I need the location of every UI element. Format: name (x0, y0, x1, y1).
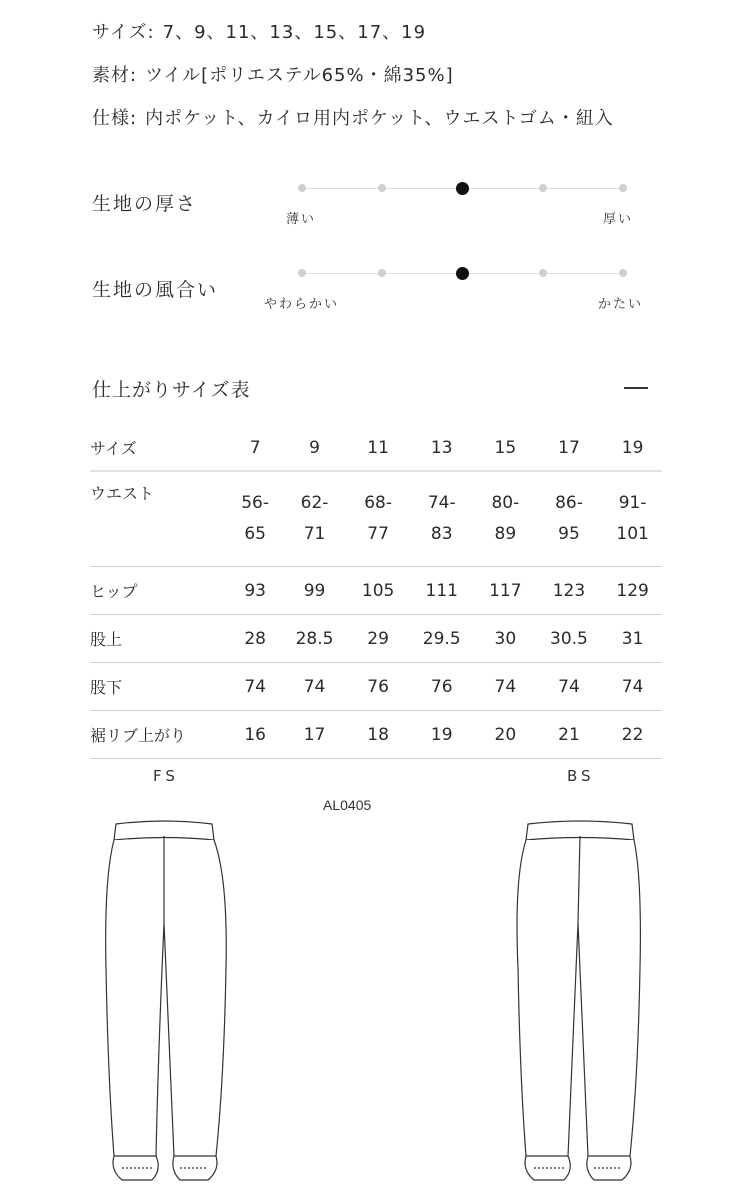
table-cell: 76 (349, 663, 408, 711)
spec-features (92, 104, 614, 130)
table-row (90, 663, 662, 711)
size-header: 13 (407, 425, 476, 471)
minus-icon[interactable] (624, 387, 648, 389)
table-cell: 99 (280, 567, 349, 615)
spec-material-value: ツイル[ポリエステル65%・綿35%] (145, 65, 454, 86)
table-cell: 19 (407, 711, 476, 759)
row-label: ウエスト (90, 471, 230, 567)
thickness-scale-left-label: 薄い (286, 212, 317, 227)
row-label: ヒップ (90, 567, 230, 615)
table-cell (230, 471, 280, 567)
scale-dot (378, 184, 386, 192)
row-label: 裾リブ上がり (90, 711, 230, 759)
size-header: 19 (603, 425, 662, 471)
thickness-scale-title: 生地の厚さ (92, 193, 198, 215)
table-cell (603, 471, 662, 567)
spec-size (92, 18, 426, 44)
thickness-scale-right-label: 厚い (603, 212, 634, 227)
waist-max: 83 (430, 524, 453, 544)
table-row (90, 567, 662, 615)
back-pants-drawing (510, 818, 660, 1198)
waist-max: 95 (558, 524, 580, 544)
scale-dot (539, 184, 547, 192)
texture-scale-left-label: やわらかい (264, 297, 340, 312)
table-cell (407, 471, 476, 567)
model-code: AL0405 (323, 797, 372, 813)
table-cell: 21 (535, 711, 604, 759)
table-cell: 30.5 (535, 615, 604, 663)
table-cell: 123 (535, 567, 604, 615)
table-cell: 111 (407, 567, 476, 615)
spec-material (92, 61, 454, 87)
table-cell: 17 (280, 711, 349, 759)
table-cell: 117 (476, 567, 535, 615)
table-cell: 105 (349, 567, 408, 615)
table-cell: 30 (476, 615, 535, 663)
size-header: 15 (476, 425, 535, 471)
spec-features-value: 内ポケット、カイロ用内ポケット、ウエストゴム・紐入 (145, 108, 614, 129)
scale-dot (378, 269, 386, 277)
table-cell: 74 (230, 663, 280, 711)
table-cell (476, 471, 535, 567)
texture-scale-right-label: かたい (598, 297, 644, 312)
waist-min: 62- (300, 493, 329, 513)
table-cell (535, 471, 604, 567)
table-cell: 31 (603, 615, 662, 663)
scale-dot (539, 269, 547, 277)
size-header: 9 (280, 425, 349, 471)
back-view-label: BS (567, 767, 595, 785)
spec-material-label: 素材: (92, 65, 138, 86)
spec-features-label: 仕様: (92, 108, 138, 129)
scale-dot (619, 184, 627, 192)
scale-dot (298, 184, 306, 192)
table-cell (349, 471, 408, 567)
header-label: サイズ (90, 425, 230, 471)
table-cell: 93 (230, 567, 280, 615)
table-cell: 18 (349, 711, 408, 759)
scale-dot (619, 269, 627, 277)
texture-scale-title: 生地の風合い (92, 279, 219, 301)
table-cell: 74 (476, 663, 535, 711)
front-view-label: FS (153, 767, 179, 785)
table-cell: 74 (280, 663, 349, 711)
size-header: 7 (230, 425, 280, 471)
table-cell: 22 (603, 711, 662, 759)
table-row (90, 711, 662, 759)
front-pants-drawing (100, 818, 250, 1198)
scale-dot (298, 269, 306, 277)
waist-min: 80- (491, 493, 520, 513)
waist-min: 86- (555, 493, 583, 513)
waist-min: 91- (618, 493, 647, 513)
spec-size-value: 7、9、11、13、15、17、19 (162, 22, 427, 43)
table-cell: 74 (603, 663, 662, 711)
size-chart-title: 仕上がりサイズ表 (92, 379, 251, 401)
waist-min: 68- (364, 493, 393, 513)
waist-max: 89 (494, 524, 517, 544)
table-cell: 29.5 (407, 615, 476, 663)
waist-max: 77 (367, 524, 389, 544)
table-cell: 16 (230, 711, 280, 759)
table-cell (280, 471, 349, 567)
table-row (90, 615, 662, 663)
row-label: 股上 (90, 615, 230, 663)
waist-max: 71 (303, 524, 326, 544)
size-header: 11 (349, 425, 408, 471)
table-cell: 129 (603, 567, 662, 615)
scale-selected-dot (456, 267, 469, 280)
waist-max: 65 (244, 524, 266, 544)
size-header: 17 (535, 425, 604, 471)
waist-min: 56- (241, 493, 270, 513)
waist-max: 101 (616, 524, 649, 544)
waist-min: 74- (427, 493, 456, 513)
table-cell: 74 (535, 663, 604, 711)
scale-selected-dot (456, 182, 469, 195)
row-label: 股下 (90, 663, 230, 711)
table-row (90, 471, 662, 567)
table-header-row (90, 425, 662, 471)
table-cell: 28 (230, 615, 280, 663)
table-cell: 28.5 (280, 615, 349, 663)
table-cell: 76 (407, 663, 476, 711)
table-cell: 20 (476, 711, 535, 759)
spec-size-label: サイズ: (92, 22, 155, 43)
table-cell: 29 (349, 615, 408, 663)
size-table (90, 425, 662, 759)
